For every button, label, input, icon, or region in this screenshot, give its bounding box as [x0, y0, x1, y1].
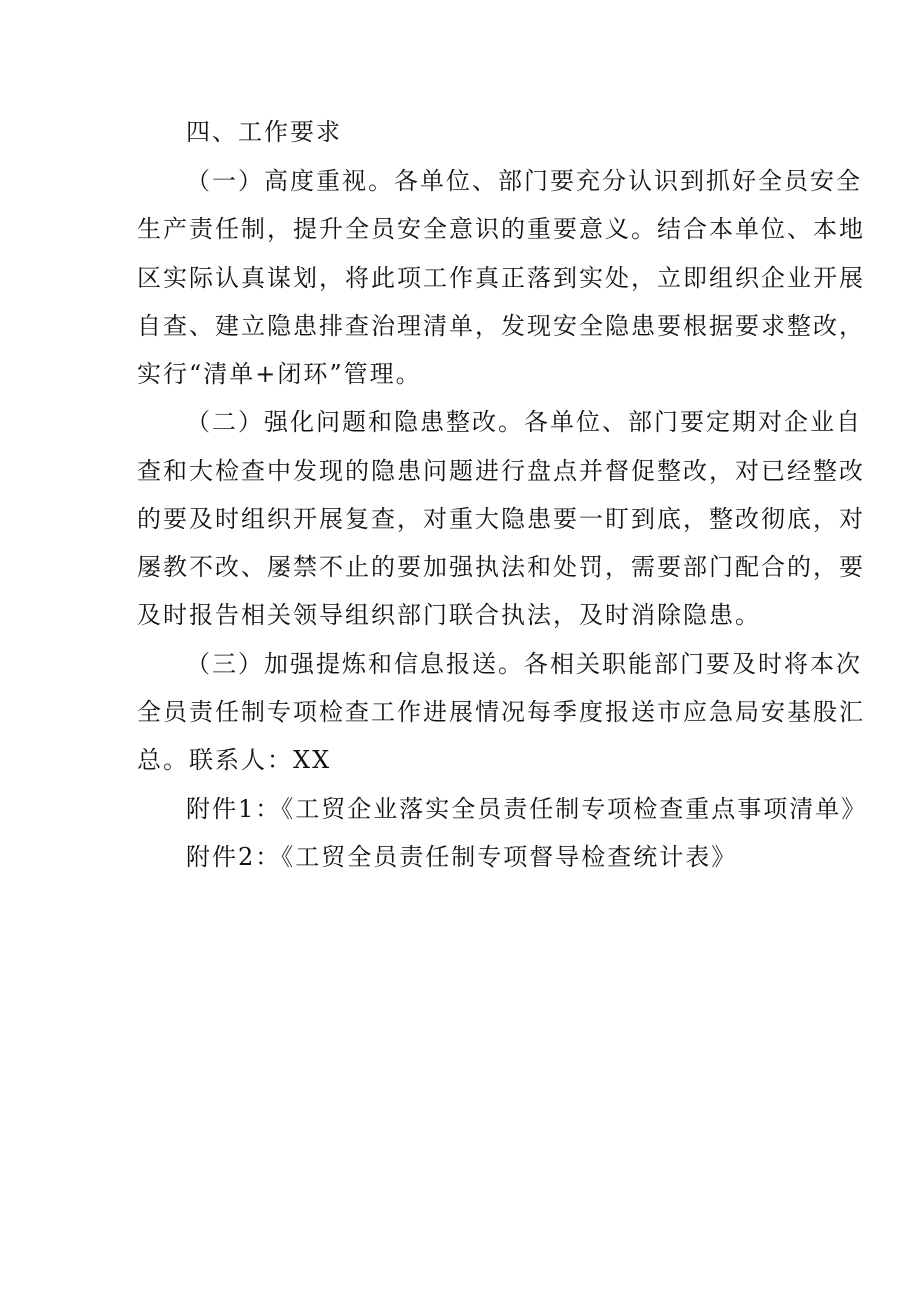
paragraph-line: 实行“清单+闭环”管理。 [137, 360, 422, 388]
paragraph-line: （三）加强提炼和信息报送。各相关职能部门要及时将本次 [186, 650, 862, 678]
attachment-2: 附件2：《工贸全员责任制专项督导检查统计表》 [186, 843, 738, 871]
attachment-1: 附件1：《工贸企业落实全员责任制专项检查重点事项清单》 [186, 795, 868, 823]
paragraph-line: 屡教不改、屡禁不止的要加强执法和处罚，需要部门配合的，要 [137, 553, 865, 581]
paragraph-line: 总。联系人：XX [137, 746, 332, 774]
paragraph-line: 区实际认真谋划，将此项工作真正落到实处，立即组织企业开展 [137, 264, 865, 292]
paragraph-line: 全员责任制专项检查工作进展情况每季度报送市应急局安基股汇 [137, 698, 865, 726]
paragraph-line: 的要及时组织开展复查，对重大隐患要一盯到底，整改彻底，对 [137, 505, 865, 533]
paragraph-line: 自查、建立隐患排查治理清单，发现安全隐患要根据要求整改， [137, 312, 865, 340]
paragraph-line: 查和大检查中发现的隐患问题进行盘点并督促整改，对已经整改 [137, 457, 865, 485]
paragraph-line: （二）强化问题和隐患整改。各单位、部门要定期对企业自 [186, 408, 862, 436]
section-heading: 四、工作要求 [186, 118, 342, 146]
paragraph-line: （一）高度重视。各单位、部门要充分认识到抓好全员安全 [186, 167, 862, 195]
paragraph-line: 及时报告相关领导组织部门联合执法，及时消除隐患。 [137, 601, 761, 629]
paragraph-line: 生产责任制，提升全员安全意识的重要意义。结合本单位、本地 [137, 215, 865, 243]
